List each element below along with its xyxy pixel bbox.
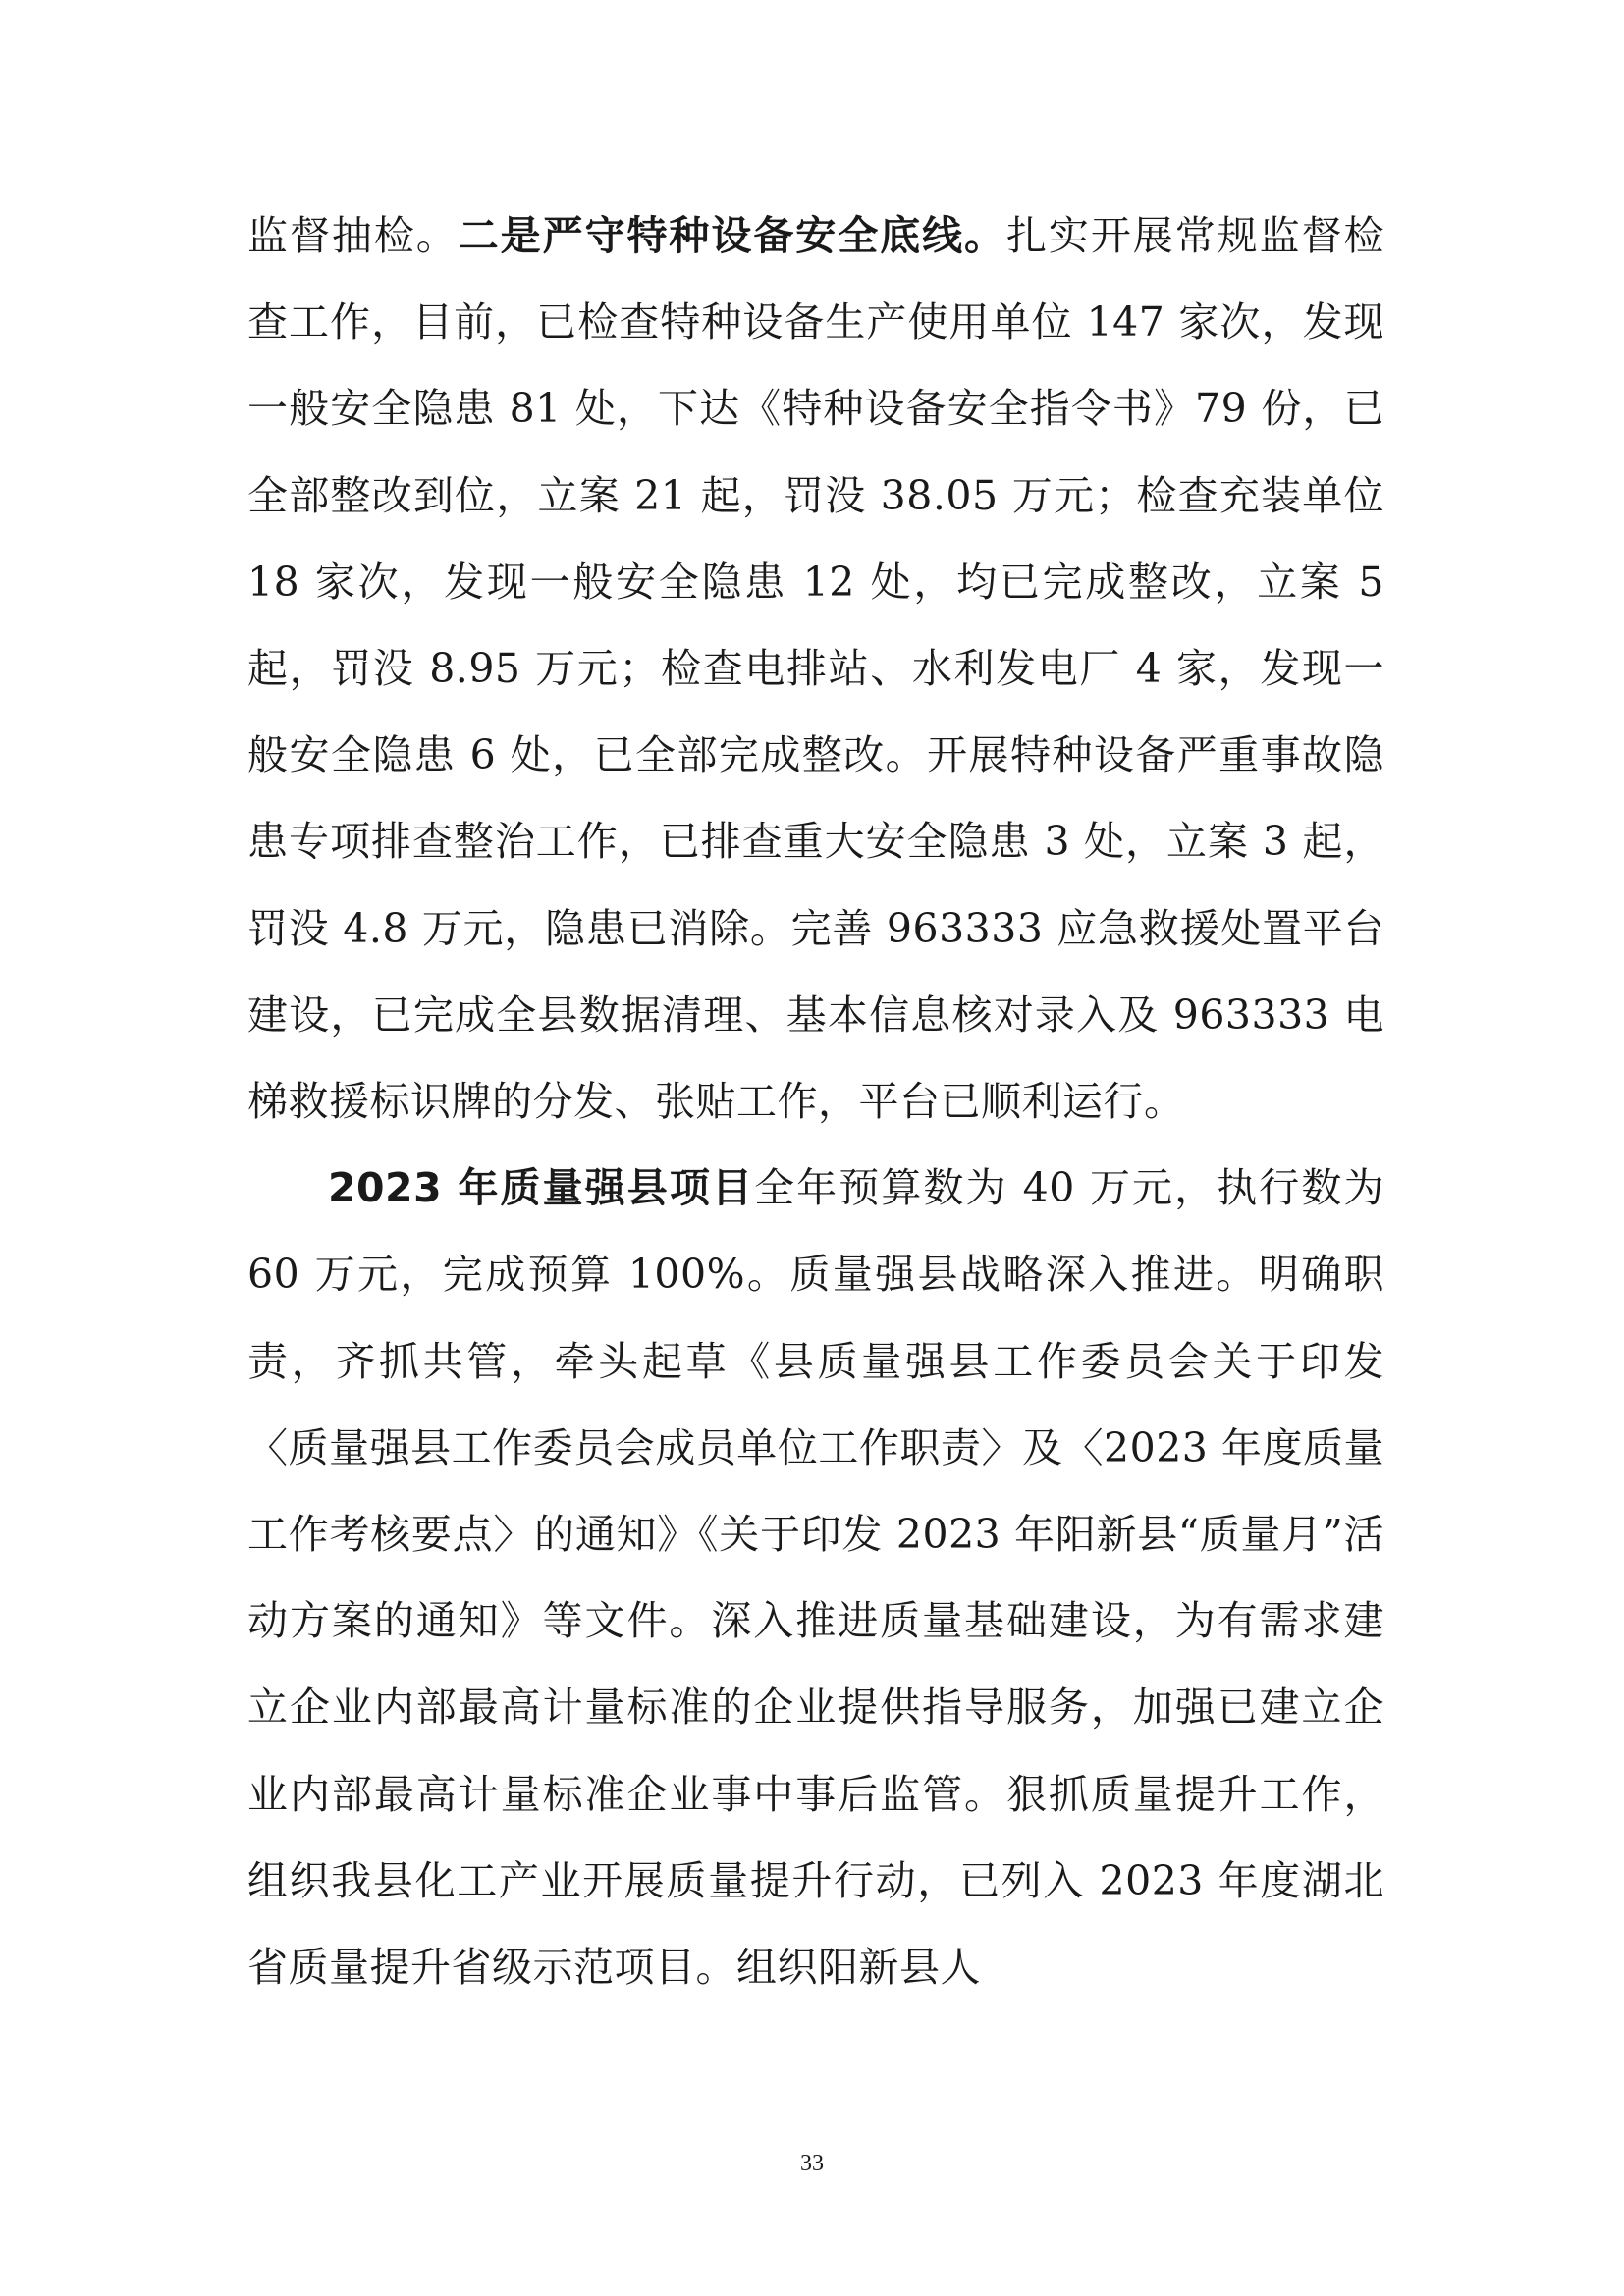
para1-body-text: 扎实开展常规监督检查工作，目前，已检查特种设备生产使用单位 147 家次，发现一般安全隐患 81 处，下达《特种设备安全指令书》79 份，已全部整改到位，立案 21 起，罚没 38.05 万元；检查充装单位 18 家次，发现一般安全隐患 12 处，均已完成整改，立案 5 起，罚没 8.95 万元；检查电排站、水利发电厂 4 家，发现一般安全隐患 6 处，已全部完成整改。开展特种设备严重事故隐患专项排查整治工作，已排查重大安全隐患 3 处，立案 3 起，罚没 4.8 万元，隐患已消除。完善 963333 应急救援处置平台建设，已完成全县数据清理、基本信息核对录入及 963333 电梯救援标识牌的分发、张贴工作，平台已顺利运行。: [247, 212, 1385, 1126]
body-text: [247, 192, 1384, 2010]
para1-lead-text: 监督抽检。: [247, 212, 459, 259]
para2-bold-heading: 2023 年质量强县项目: [328, 1164, 755, 1212]
para1-bold-heading: 二是严守特种设备安全底线。: [458, 212, 1006, 259]
paragraph-special-equipment: [247, 192, 1384, 1145]
page-number: 33: [800, 2151, 824, 2176]
para2-body-text: 全年预算数为 40 万元，执行数为 60 万元，完成预算 100%。质量强县战略深入推进。明确职责，齐抓共管，牵头起草《县质量强县工作委员会关于印发〈质量强县工作委员会成员单位工作职责〉及〈2023 年度质量工作考核要点〉的通知》《关于印发 2023 年阳新县“质量月”活动方案的通知》等文件。深入推进质量基础建设，为有需求建立企业内部最高计量标准的企业提供指导服务，加强已建立企业内部最高计量标准企业事中事后监管。狠抓质量提升工作，组织我县化工产业开展质量提升行动，已列入 2023 年度湖北省质量提升省级示范项目。组织阳新县人: [247, 1164, 1384, 1992]
paragraph-quality-project: [247, 1145, 1384, 2010]
